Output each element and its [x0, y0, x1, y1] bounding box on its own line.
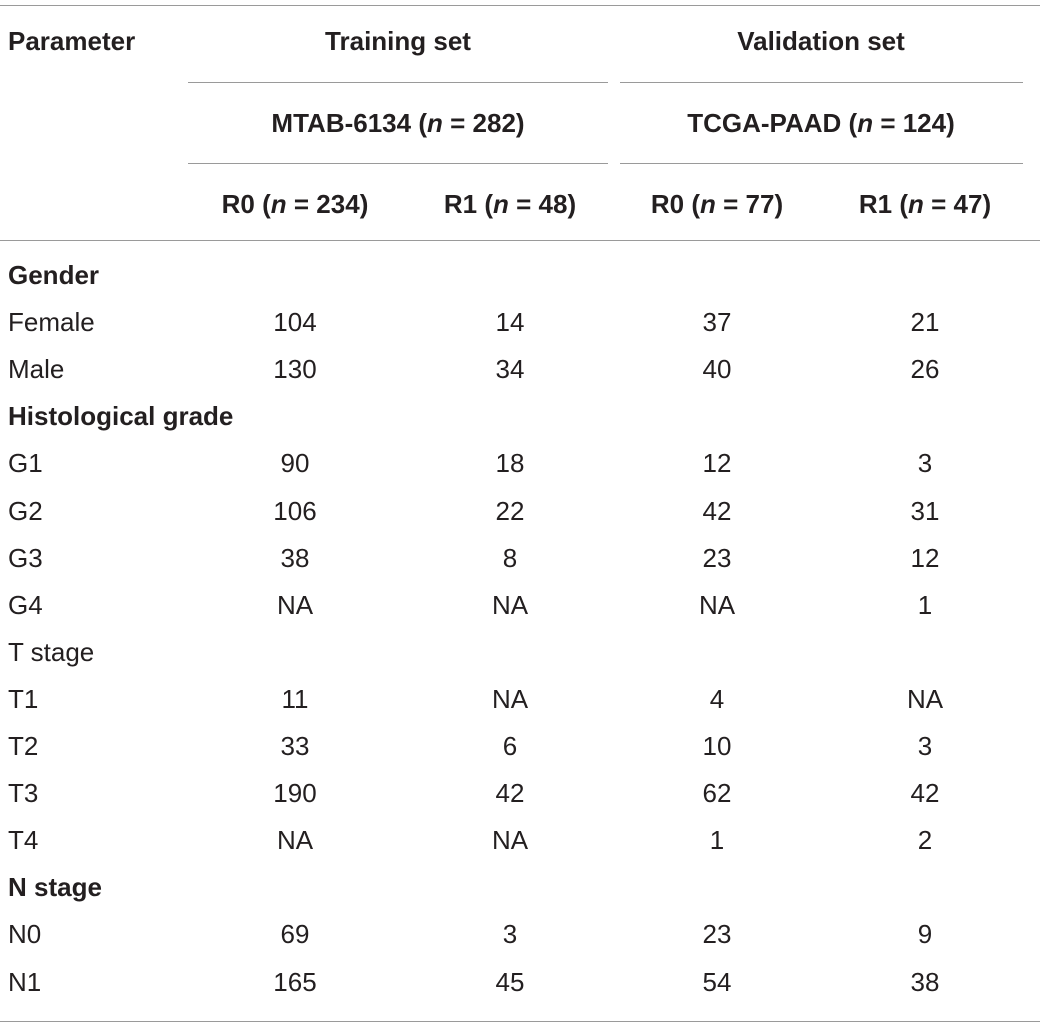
training-cohort-rule — [188, 163, 608, 164]
table-cell: 9 — [917, 919, 933, 950]
row-label: T1 — [8, 683, 39, 714]
row-label: N stage — [8, 872, 102, 903]
table-cell: 45 — [495, 966, 525, 997]
row-label: N1 — [8, 966, 42, 997]
subcol-header: R1 (n = 48) — [443, 189, 577, 219]
row-label: N0 — [8, 919, 42, 950]
table-cell: NA — [276, 589, 314, 620]
table-cell: 14 — [495, 307, 525, 338]
table-cell: 3 — [502, 919, 518, 950]
table-cell: 62 — [702, 778, 732, 809]
table-cell: NA — [491, 825, 529, 856]
table-cell: 2 — [917, 825, 933, 856]
table-cell: 1 — [917, 589, 933, 620]
training-cohort-header: MTAB-6134 (n = 282) — [271, 108, 525, 138]
table-cell: 38 — [280, 542, 310, 573]
validation-cohort-rule — [620, 163, 1023, 164]
table-cell: 130 — [273, 354, 317, 385]
row-label: Female — [8, 307, 95, 338]
subcol-header: R1 (n = 47) — [858, 189, 992, 219]
table-cell: 21 — [910, 307, 940, 338]
row-label: T3 — [8, 778, 39, 809]
table-cell: 42 — [702, 495, 732, 526]
table-cell: 34 — [495, 354, 525, 385]
header-bottom-rule — [0, 240, 1040, 241]
table-cell: 8 — [502, 542, 518, 573]
table-cell: NA — [698, 589, 736, 620]
table-cell: 11 — [281, 683, 309, 714]
table-cell: 1 — [709, 825, 725, 856]
table-cell: 6 — [502, 731, 518, 761]
table-cell: 31 — [910, 495, 940, 526]
table-cell: 190 — [273, 778, 317, 809]
table-cell: 3 — [917, 731, 933, 761]
row-label: T2 — [8, 731, 39, 761]
table-cell: 90 — [280, 448, 310, 479]
table-cell: 23 — [702, 542, 732, 573]
table-cell: 23 — [702, 919, 732, 950]
table-cell: 106 — [273, 495, 317, 526]
training-span-rule — [188, 82, 608, 83]
validation-cohort-header: TCGA-PAAD (n = 124) — [687, 108, 955, 138]
table-cell: 69 — [280, 919, 310, 950]
subcol-header: R0 (n = 77) — [650, 189, 784, 219]
table-cell: 18 — [495, 448, 525, 479]
table-cell: 104 — [273, 307, 317, 338]
table-cell: 33 — [280, 731, 310, 761]
row-label: Histological grade — [8, 401, 234, 432]
validation-span-rule — [620, 82, 1023, 83]
table-cell: NA — [276, 825, 314, 856]
table-cell: NA — [491, 589, 529, 620]
row-label: Male — [8, 354, 65, 385]
row-label: G1 — [8, 448, 43, 479]
table-cell: 37 — [702, 307, 732, 338]
row-label: T4 — [8, 825, 39, 856]
table-cell: 3 — [917, 448, 933, 479]
table-cell: 26 — [910, 354, 940, 385]
subcol-header: R0 (n = 234) — [221, 189, 369, 219]
training-set-header: Training set — [325, 26, 471, 56]
table-cell: 12 — [702, 448, 732, 479]
table-cell: 22 — [495, 495, 525, 526]
table-cell: NA — [906, 683, 944, 714]
row-label: T stage — [8, 636, 95, 667]
table-cell: 38 — [910, 966, 940, 997]
table-cell: 42 — [910, 778, 940, 809]
table-cell: 42 — [495, 778, 525, 809]
top-rule — [0, 5, 1040, 6]
row-label: G2 — [8, 495, 43, 526]
table-cell: NA — [491, 683, 529, 714]
table-cell: 165 — [273, 966, 317, 997]
table-cell: 12 — [910, 542, 940, 573]
table-cell: 4 — [709, 683, 725, 714]
bottom-rule — [0, 1021, 1040, 1022]
table-cell: 10 — [702, 731, 732, 761]
row-label: G4 — [8, 589, 43, 620]
table-cell: 40 — [702, 354, 732, 385]
row-label: Gender — [8, 260, 100, 290]
parameter-header: Parameter — [8, 26, 136, 56]
row-label: G3 — [8, 542, 43, 573]
validation-set-header: Validation set — [737, 26, 905, 56]
table-cell: 54 — [702, 966, 732, 997]
